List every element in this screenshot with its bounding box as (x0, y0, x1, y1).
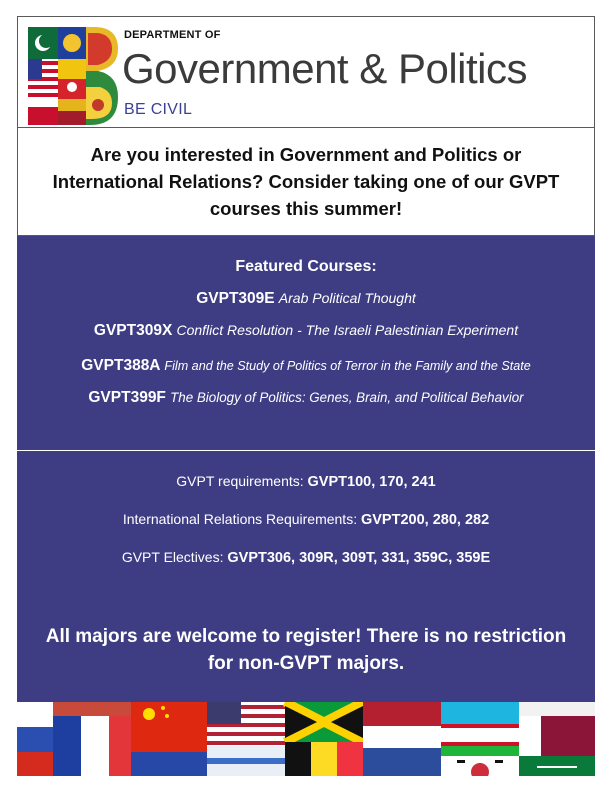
requirement-line (17, 549, 595, 566)
requirement-label: GVPT requirements: (176, 473, 304, 489)
tagline: BE CIVIL (124, 101, 193, 118)
course-code: GVPT309X (93, 322, 173, 339)
department-flag-logo (28, 27, 118, 125)
course-code: GVPT399F (88, 389, 166, 406)
course-code: GVPT388A (81, 357, 161, 374)
featured-courses-panel (17, 236, 595, 450)
intro-box (17, 128, 595, 236)
course-item (17, 322, 595, 340)
course-item (17, 290, 595, 308)
department-title: Government & Politics (122, 45, 527, 92)
course-name: Conflict Resolution - The Israeli Palestinian Experiment (176, 322, 519, 338)
requirement-label: International Relations Requirements: (122, 511, 358, 527)
requirement-label: GVPT Electives: (121, 549, 224, 565)
course-item (17, 389, 595, 407)
department-label: DEPARTMENT OF (124, 29, 221, 41)
course-name: Arab Political Thought (278, 290, 416, 306)
requirement-value: GVPT306, 309R, 309T, 331, 359C, 359E (227, 550, 491, 566)
featured-title: Featured Courses: (235, 258, 377, 275)
requirement-value: GVPT200, 280, 282 (360, 512, 490, 528)
requirement-line (17, 473, 595, 490)
course-name: The Biology of Politics: Genes, Brain, and Political Behavior (170, 390, 524, 405)
requirement-value: GVPT100, 170, 241 (307, 474, 436, 490)
course-item (17, 357, 595, 375)
requirements-panel (17, 450, 595, 702)
header (17, 16, 595, 128)
welcome-message: All majors are welcome to register! There is no restriction for non-GVPT majors. (45, 626, 567, 674)
intro-text: Are you interested in Government and Politics or International Relations? Consider taking one of our GVPT courses this summer! (52, 144, 560, 219)
requirement-line (17, 511, 595, 528)
course-code: GVPT309E (196, 290, 275, 307)
world-flags-banner (17, 702, 595, 776)
course-name: Film and the Study of Politics of Terror in the Family and the State (164, 359, 531, 373)
